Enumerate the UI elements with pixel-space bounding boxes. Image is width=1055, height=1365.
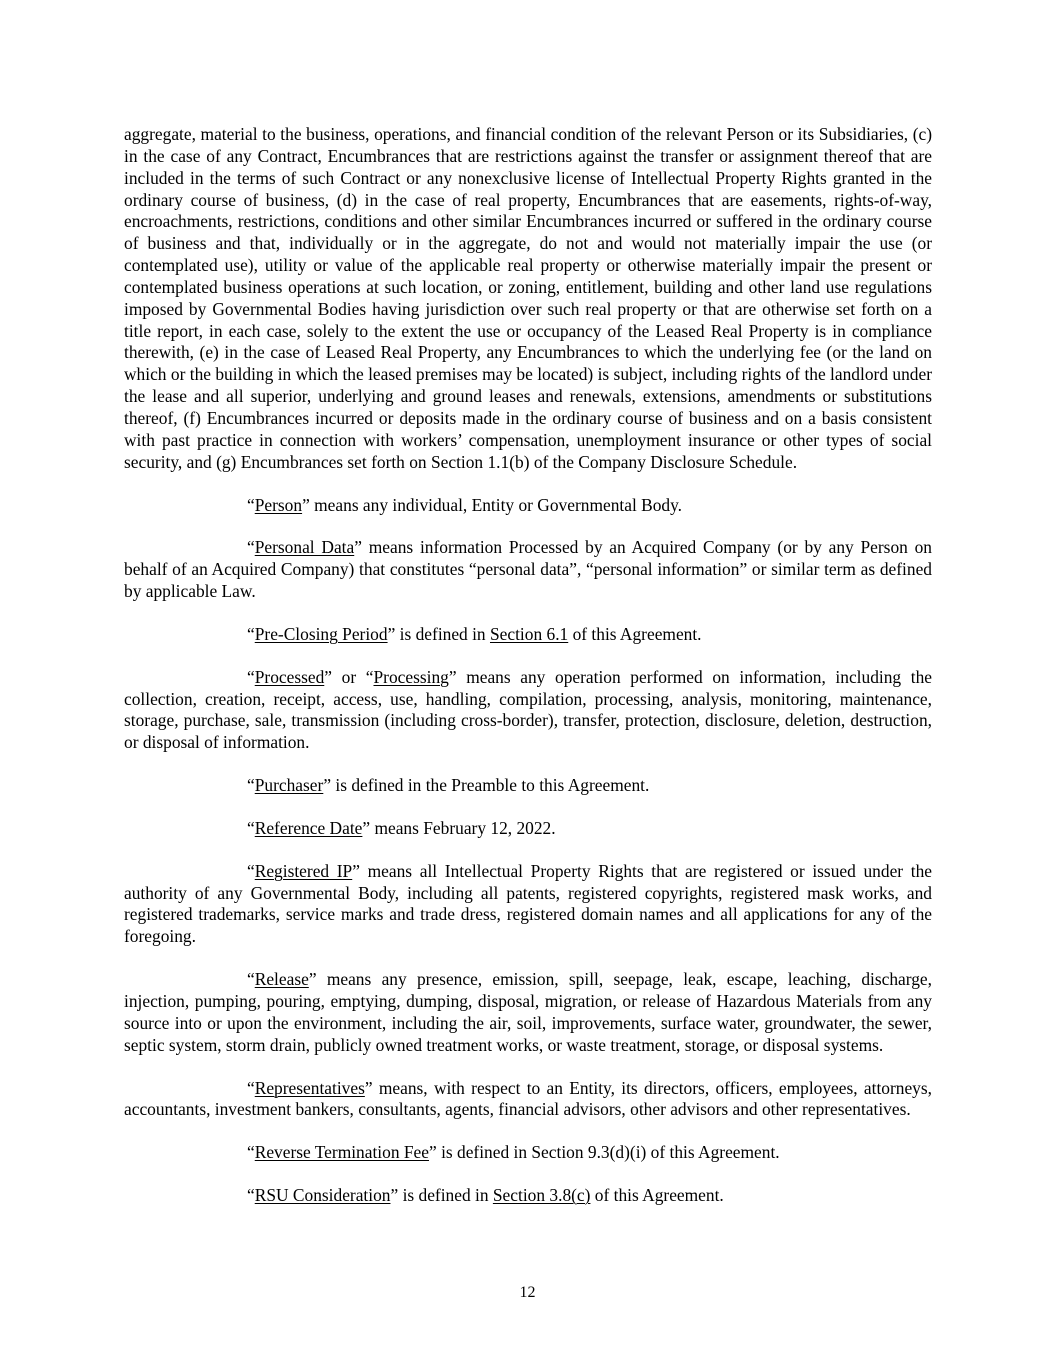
definition-processed: “Processed” or “Processing” means any operation performed on information, including the collection, creation, receipt, access, use, handling, compilation, processing, analysis, monitoring, maintenance, storage, purchase, sale, transmission (including cross-border), transfer, protection, disclosure, deletion, destruction, or disposal of information. bbox=[124, 666, 932, 753]
defined-term: Person bbox=[254, 494, 303, 515]
defined-term: Processing bbox=[373, 666, 449, 687]
section-reference: Section 3.8(c) bbox=[492, 1185, 591, 1206]
definition-registered-ip: “Registered IP” means all Intellectual Property Rights that are registered or issued under the authority of any Governmental Body, including all patents, registered copyrights, registered mask works, and registered trademarks, service marks and trade dress, registered domain names and all applications for any of the foregoing. bbox=[124, 860, 932, 947]
definition-representatives: “Representatives” means, with respect to an Entity, its directors, officers, employees, attorneys, accountants, investment bankers, consultants, agents, financial advisors, other advisors and other representatives. bbox=[124, 1077, 932, 1120]
definition-release: “Release” means any presence, emission, spill, seepage, leak, escape, leaching, discharge, injection, pumping, pouring, emptying, dumping, disposal, migration, or release of Hazardous Materials from any source into or upon the environment, including the air, soil, improvements, surface water, groundwater, the sewer, septic system, storm drain, publicly owned treatment works, or waste treatment, storage, or disposal systems. bbox=[124, 969, 932, 1055]
section-reference: Section 6.1 bbox=[489, 623, 569, 644]
defined-term: Registered IP bbox=[254, 860, 353, 881]
continuation-paragraph: aggregate, material to the business, operations, and financial condition of the relevant Person or its Subsidiaries, (c) in the case of any Contract, Encumbrances that are restrictions against the transfer or assignment thereof that are included in the terms of such Contract or any nonexclusive license of Intellectual Property Rights granted in the ordinary course of business, (d) in the case of real property, Encumbrances that are easements, rights-of-way, encroachments, restrictions, conditions and other similar Encumbrances incurred or suffered in the ordinary course of business and that, individually or in the aggregate, do not and would not materially impair the use (or contemplated use), utility or value of the applicable real property or otherwise materially impair the present or contemplated business operations at such location, or zoning, entitlement, building and other land use regulations imposed by Governmental Bodies having jurisdiction over such real property or that are otherwise set forth on a title report, in each case, solely to the extent the use or occupancy of the Leased Real Property is in compliance therewith, (e) in the case of Leased Real Property, any Encumbrances to which the underlying fee (or the land on which or the building in which the leased premises may be located) is subject, including rights of the landlord under the lease and all superior, underlying and ground leases and renewals, extensions, amendments or substitutions thereof, (f) Encumbrances incurred or deposits made in the ordinary course of business and on a basis consistent with past practice in connection with workers’ compensation, unemployment insurance or other types of social security, and (g) Encumbrances set forth on Section 1.1(b) of the Company Disclosure Schedule. bbox=[124, 124, 932, 472]
definition-personal-data: “Personal Data” means information Processed by an Acquired Company (or by any Person on behalf of an Acquired Company) that constitutes “personal data”, “personal information” or similar term as defined by applicable Law. bbox=[124, 537, 932, 602]
defined-term: Reference Date bbox=[254, 817, 363, 838]
defined-term: Pre-Closing Period bbox=[254, 623, 388, 644]
defined-term: Release bbox=[254, 969, 309, 990]
defined-term: Purchaser bbox=[254, 775, 324, 796]
definition-reference-date: “Reference Date” means February 12, 2022. bbox=[247, 817, 556, 838]
defined-term: Reverse Termination Fee bbox=[254, 1142, 429, 1163]
defined-term: RSU Consideration bbox=[254, 1185, 391, 1206]
definition-person: “Person” means any individual, Entity or Governmental Body. bbox=[247, 494, 683, 515]
defined-term: Processed bbox=[254, 666, 325, 687]
definition-reverse-termination-fee: “Reverse Termination Fee” is defined in Section 9.3(d)(i) of this Agreement. bbox=[247, 1142, 780, 1163]
definition-pre-closing-period: “Pre-Closing Period” is defined in Section 6.1 of this Agreement. bbox=[247, 623, 702, 644]
definition-purchaser: “Purchaser” is defined in the Preamble to this Agreement. bbox=[247, 775, 650, 796]
defined-term: Personal Data bbox=[254, 537, 355, 558]
document-page bbox=[124, 124, 932, 1228]
defined-term: Representatives bbox=[254, 1077, 365, 1098]
page-number: 12 bbox=[519, 1284, 536, 1301]
definition-rsu-consideration: “RSU Consideration” is defined in Section 3.8(c) of this Agreement. bbox=[247, 1185, 724, 1206]
